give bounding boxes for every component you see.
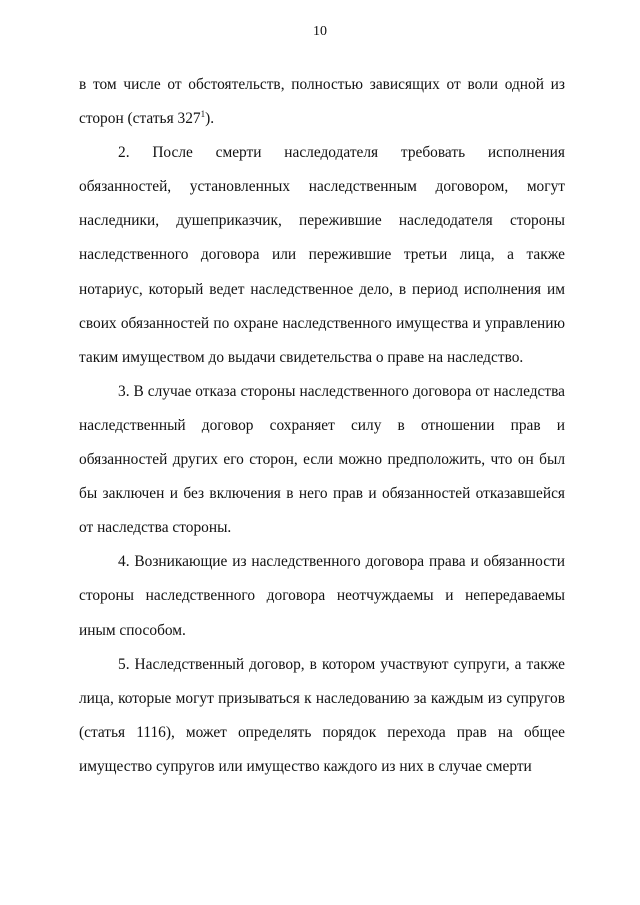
- paragraph-2: 2. После смерти наследодателя требовать исполнения обязанностей, установленных наследственным договором, могут наследники, душеприказчик, пережившие наследодателя стороны наследственного договора или пережившие третьи лица, а также нотариус, который ведет наследственное дело, в период исполнения им своих обязанностей по охране наследственного имущества и управлению таким имуществом до выдачи свидетельства о праве на наследство.: [79, 144, 565, 366]
- paragraph-continuation: [79, 68, 565, 136]
- paragraph-5: 5. Наследственный договор, в котором участвуют супруги, а также лица, которые могут призываться к наследованию за каждым из супругов (статья 1116), может определять порядок перехода прав на общее имущество супругов или имущество каждого из них в случае смерти: [79, 655, 565, 775]
- paragraph-3: 3. В случае отказа стороны наследственного договора от наследства наследственный договор сохраняет силу в отношении прав и обязанностей других его сторон, если можно предположить, что он был бы заключен и без включения в него прав и обязанностей отказавшейся от наследства стороны.: [79, 382, 565, 537]
- paragraph-4: 4. Возникающие из наследственного договора права и обязанности стороны наследственного договора неотчуждаемы и непередаваемы иным способом.: [79, 553, 565, 639]
- document-body: [79, 68, 565, 784]
- page-number: 10: [313, 24, 327, 39]
- paragraph-text-end: ).: [205, 110, 215, 128]
- paragraph-text: в том числе от обстоятельств, полностью зависящих от воли одной из сторон (статья 327: [79, 76, 565, 128]
- article-superscript: 1: [200, 108, 206, 119]
